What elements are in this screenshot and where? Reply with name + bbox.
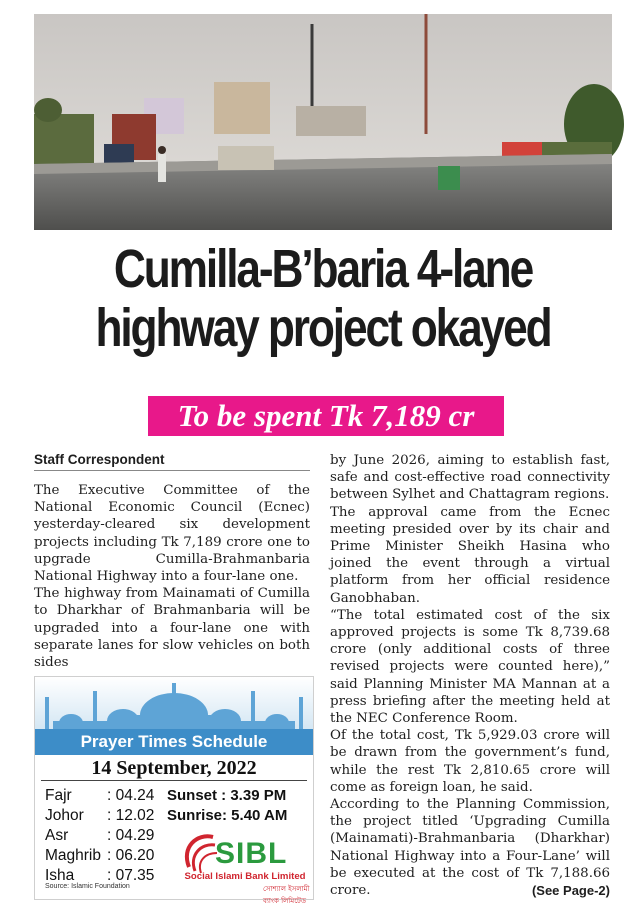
article-paragraph: Of the total cost, Tk 5,929.03 crore will be drawn from the government’s fund, while the rest Tk 2,810.65 crore will come as foreign loan, he said. — [330, 728, 610, 795]
ad-date: 14 September, 2022 — [91, 757, 257, 779]
byline-divider — [34, 470, 310, 471]
prayer-time: : 07.35 — [107, 867, 155, 884]
bank-name-bengali: সোশ্যাল ইসলামী ব্যাংক লিমিটেড — [263, 885, 310, 905]
prayer-row-asr — [45, 827, 154, 845]
highway-photo — [34, 14, 612, 230]
prayer-time: : 04.24 — [107, 787, 155, 804]
article-column-right — [330, 452, 610, 899]
ad-title: Prayer Times Schedule — [80, 732, 268, 751]
article-paragraph: “The total estimated cost of the six approved projects is some Tk 8,739.68 crore (only additional costs of three revised projects were counted here),” said Planning Minister MA Mannan at a press briefing after the meeting held at the NEC Conference Room. — [330, 607, 610, 727]
prayer-times-ad — [34, 676, 314, 905]
article-column-left — [34, 482, 310, 671]
prayer-time: : 06.20 — [107, 847, 155, 864]
prayer-row-maghrib — [45, 847, 154, 865]
article-paragraph: by June 2026, aiming to establish fast, safe and cost-effective road connectivity between Sylhet and Chattagram regions. — [330, 453, 610, 503]
bank-name: Social Islami Bank Limited — [184, 871, 306, 882]
article-paragraph-text: According to the Planning Commission, the project titled ‘Upgrading Cumilla (Mainamati)-Brahmanbaria (Dharkhar) National Highway into a Four-Lane’ will be executed at the cost of Tk 7,188.66 crore. — [330, 797, 610, 899]
sibl-logo-text: SIBL — [215, 837, 288, 870]
headline-line-2: highway project okayed — [95, 298, 551, 358]
ad-source: Source: Islamic Foundation — [45, 883, 130, 890]
subhead-banner: To be spent Tk 7,189 cr — [148, 396, 504, 436]
sunset-time: Sunset : 3.39 PM — [167, 787, 287, 804]
prayer-time: : 04.29 — [107, 827, 155, 844]
headline — [81, 240, 565, 358]
prayer-time: : 12.02 — [107, 807, 155, 824]
article-paragraph — [330, 796, 610, 899]
see-page-link[interactable]: (See Page-2) — [531, 883, 610, 899]
article-paragraph: The approval came from the Ecnec meeting presided over by its chair and Prime Minister Sheikh Hasina who joined the event through a virtual platform from her official residence Ganobhaban. — [330, 504, 610, 606]
prayer-name: Fajr — [45, 787, 72, 804]
prayer-row-fajr — [45, 787, 154, 805]
prayer-name: Isha — [45, 867, 75, 884]
prayer-name: Asr — [45, 827, 69, 844]
headline-line-1: Cumilla-B’baria 4-lane — [113, 239, 533, 299]
article-paragraph: The Executive Committee of the National Economic Council (Ecnec) yesterday-cleared six development projects including Tk 7,189 crore one to upgrade Cumilla-Brahmanbaria National Highway into a four-lane one. — [34, 483, 310, 585]
prayer-name: Johor — [45, 807, 84, 824]
ad-divider — [41, 780, 307, 781]
prayer-name: Maghrib — [45, 847, 101, 864]
sunrise-time: Sunrise: 5.40 AM — [167, 807, 288, 824]
prayer-row-johor — [45, 807, 154, 825]
article-paragraph: The highway from Mainamati of Cumilla to Dharkhar of Brahmanbaria will be upgraded into a four-lane one with separate lanes for slow vehicles on both sides — [34, 586, 310, 671]
byline: Staff Correspondent — [34, 452, 165, 467]
